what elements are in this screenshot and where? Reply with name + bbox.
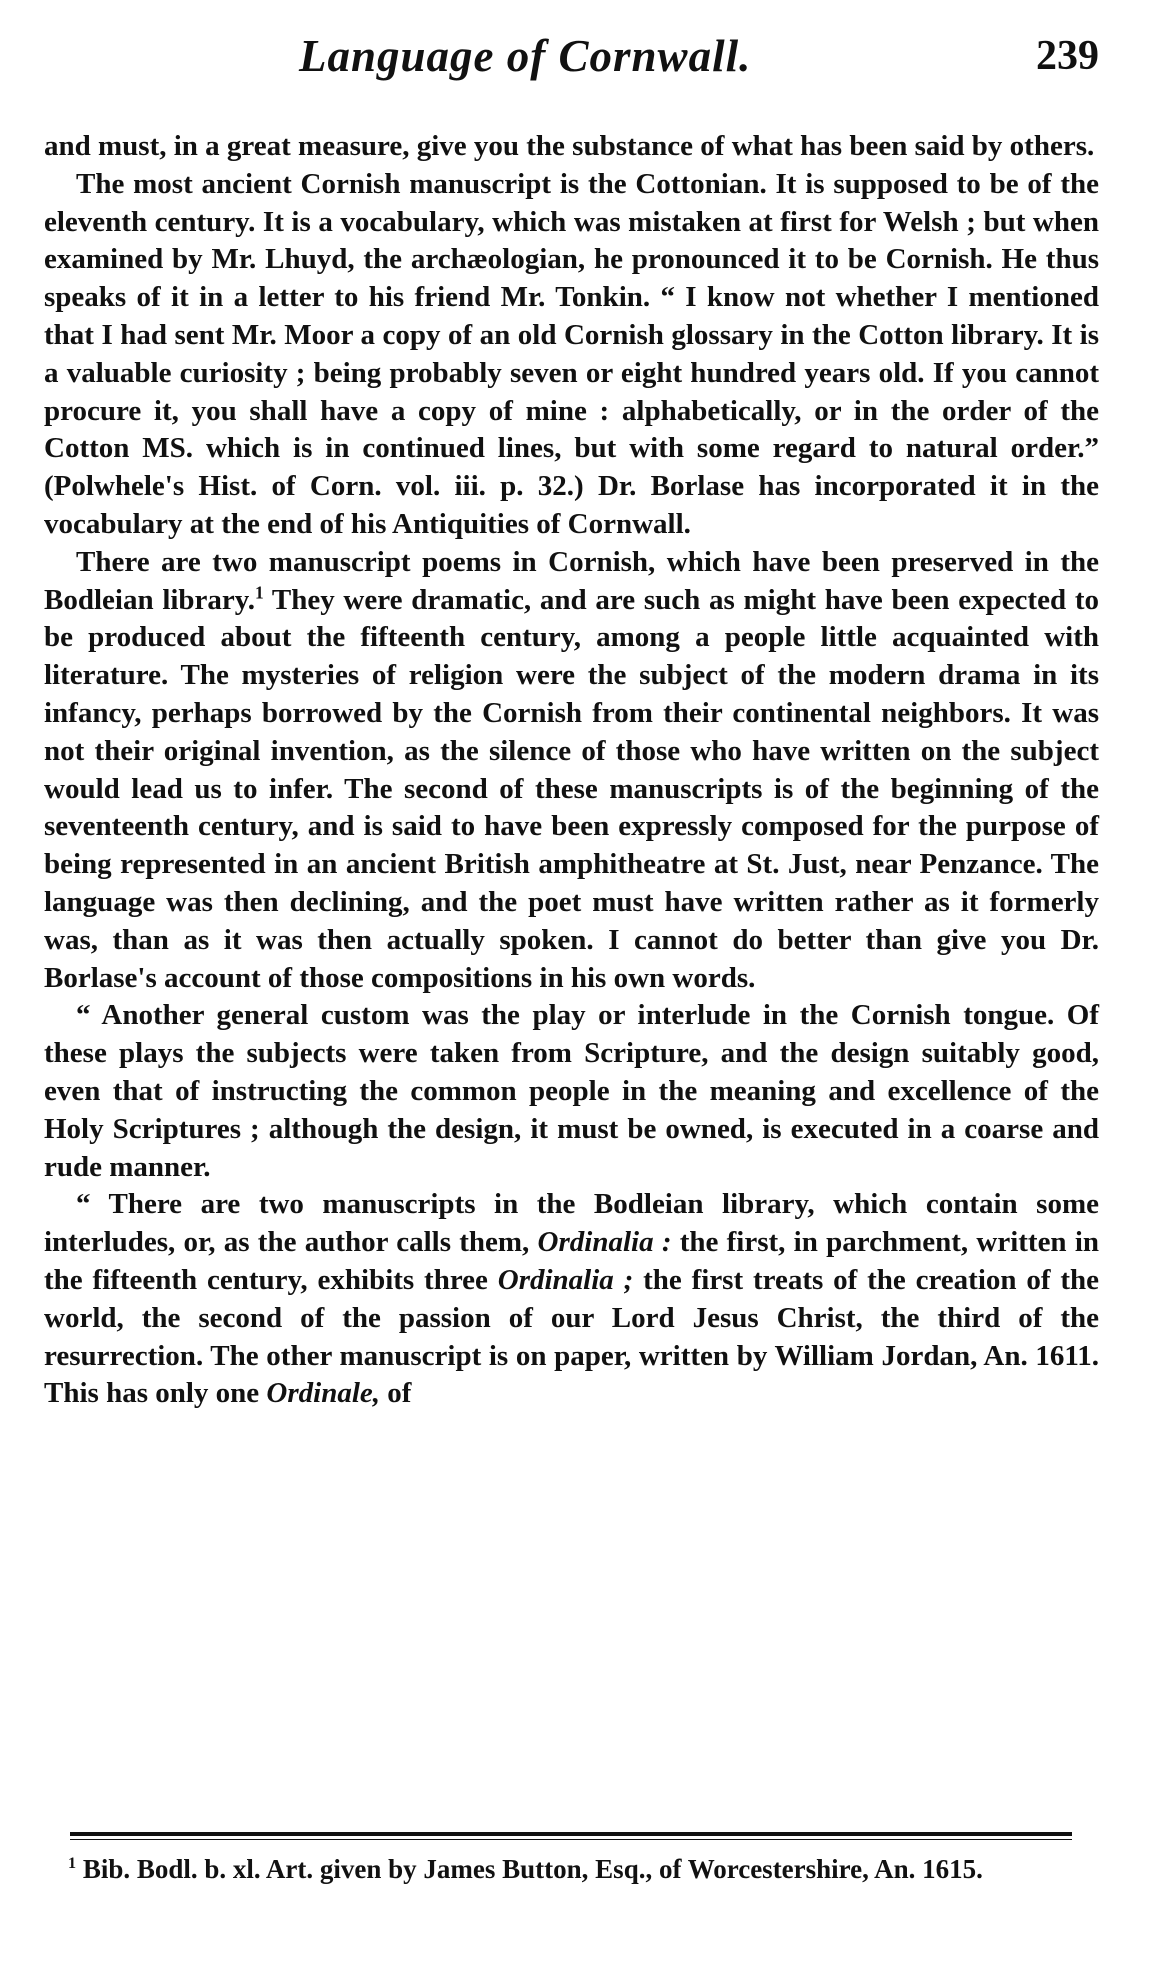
paragraph-quote-ordinalia <box>44 1186 1099 1413</box>
italic-term: Ordinale, <box>266 1377 381 1410</box>
page-number: 239 <box>1036 33 1099 79</box>
body-text <box>44 128 1099 1413</box>
text-run: of <box>380 1377 412 1410</box>
footnote-text: Bib. Bodl. b. xl. Art. given by James Button, Esq., of Worcestershire, An. 1615. <box>76 1854 983 1884</box>
book-page <box>44 0 1099 1987</box>
footnote-marker: 1 <box>68 1854 77 1872</box>
text-run: the first treats of the creation of the world, the second of the passion of our Lord Jesus Christ, the third of the resurrection. The other manuscript is on paper, written by William Jordan, An. 1611. This has only one <box>44 1263 1100 1410</box>
running-head <box>44 30 1099 90</box>
paragraph-continued: and must, in a great measure, give you the substance of what has been said by others. <box>44 130 1095 162</box>
footnote-rule-thin <box>70 1839 1072 1840</box>
paragraph-text-start: There are two manuscript poems in Cornish, which have been preserved in the Bodleian library. <box>44 545 1099 616</box>
footnote <box>44 1852 1099 1886</box>
text-run: “ There are two manuscripts in the Bodleian library, which contain some interludes, or, as the author calls them, <box>44 1188 1099 1259</box>
paragraph-bodleian-poems <box>44 544 1099 998</box>
footnote-rule <box>70 1832 1072 1836</box>
paragraph-text-end: They were dramatic, and are such as might have been expected to be produced about the fifteenth century, among a people little acquainted with literature. The mysteries of religion were the subject of the modern drama in its infancy, perhaps borrowed by the Cornish from their continental neighbors. It was not their original invention, as the silence of those who have written on the subject would lead us to infer. The second of these manuscripts is of the beginning of the seventeenth century, and is said to have been expressly composed for the purpose of being represented in an ancient British amphitheatre at St. Just, near Penzance. The language was then declining, and the poet must have written rather as it formerly was, than as it was then actually spoken. I cannot do better than give you Dr. Borlase's account of those compositions in his own words. <box>44 583 1099 994</box>
paragraph-cottonian: The most ancient Cornish manuscript is the Cottonian. It is supposed to be of the eleventh century. It is a vocabulary, which was mistaken at first for Welsh ; but when examined by Mr. Lhuyd, the archæologian, he pronounced it to be Cornish. He thus speaks of it in a letter to his friend Mr. Tonkin. “ I know not whether I mentioned that I had sent Mr. Moor a copy of an old Cornish glossary in the Cotton library. It is a valuable curiosity ; being probably seven or eight hundred years old. If you cannot procure it, you shall have a copy of mine : alphabetically, or in the order of the Cotton MS. which is in continued lines, but with some regard to natural order.” (Polwhele's Hist. of Corn. vol. iii. p. 32.) Dr. Borlase has incorporated it in the vocabulary at the end of his Antiquities of Cornwall. <box>44 167 1099 540</box>
italic-term: Ordinalia : <box>537 1226 672 1259</box>
paragraph-quote-interlude: “ Another general custom was the play or interlude in the Cornish tongue. Of these plays the subjects were taken from Scripture, and the design suitably good, even that of instructing the common people in the meaning and excellence of the Holy Scriptures ; although the design, it must be owned, is executed in a coarse and rude manner. <box>44 999 1099 1183</box>
footnote-reference: 1 <box>254 581 264 602</box>
running-title: Language of Cornwall. <box>299 31 752 81</box>
italic-term: Ordinalia ; <box>497 1263 634 1296</box>
text-run: the first, in parchment, written in the fifteenth century, exhibits three <box>44 1226 1099 1296</box>
